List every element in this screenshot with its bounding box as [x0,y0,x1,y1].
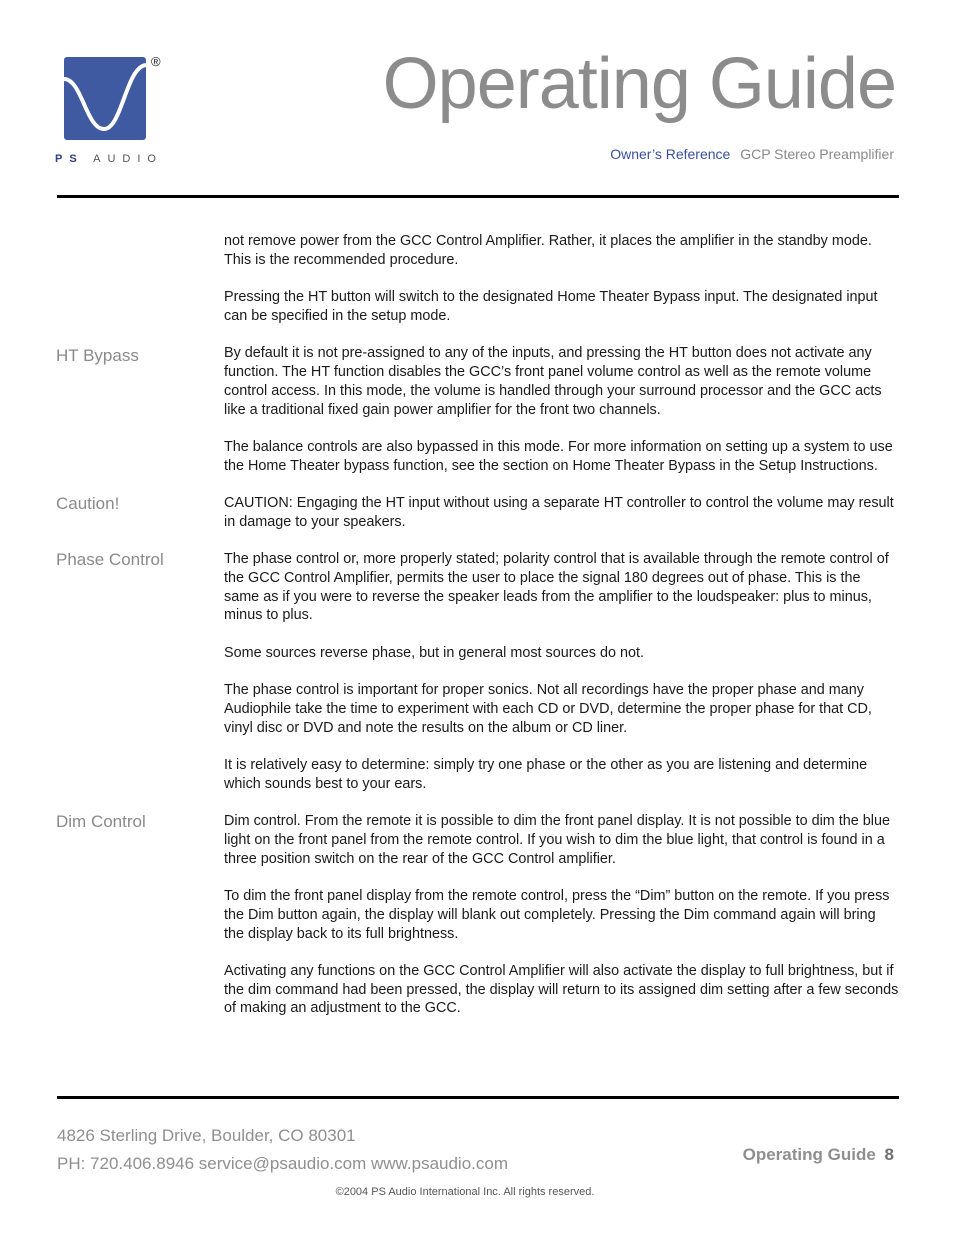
header-divider [57,195,899,198]
registered-mark: ® [151,54,161,69]
section-ht-bypass [0,288,954,475]
paragraph: It is relatively easy to determine: simply try one phase or the other as you are listening and determine which sounds best to your ears. [224,756,868,792]
paragraph: The balance controls are also bypassed in this mode. For more information on setting up a system to use the Home Theater bypass function, see the section on Home Theater Bypass in the Setup Instructions. [224,438,893,474]
ps-audio-logo [64,57,146,140]
paragraph: Some sources reverse phase, but in general most sources do not. [224,644,644,661]
model-name: GCP Stereo Preamplifier [740,146,894,162]
copyright-notice: ©2004 PS Audio International Inc. All rights reserved. [335,1186,595,1198]
paragraph: not remove power from the GCC Control Amplifier. Rather, it places the amplifier in the standby mode. This is the recommended procedure. [224,233,872,268]
brand-light: AUDIO [93,153,163,165]
section-phase-control [0,550,954,793]
owners-reference: Owner’s Reference [610,146,731,162]
section-label-phase-control: Phase Control [56,550,164,570]
paragraph: Activating any functions on the GCC Control Amplifier will also activate the display to full brightness, but if the dim command had been pressed, the display will return to its assigned dim setting after a few seconds of making an adjustment to the GCC. [224,962,899,1017]
waveform-logo-icon [64,57,146,140]
footer-divider [57,1096,899,1099]
section-label-caution: Caution! [56,493,120,513]
paragraph: The phase control or, more properly stated; polarity control that is available through the remote control of the GCC Control Amplifier, permits the user to place the signal 180 degrees out of phase. This is the same as if you were to reverse the speaker leads from the amplifier to the loudspeaker: plus to minus, minus to plus. [224,551,889,624]
paragraph: Dim control. From the remote it is possible to dim the front panel display. It is not possible to dim the blue light on the front panel from the remote control. If you wish to dim the blue light, that control is found in a three position switch on the rear of the GCC Control amplifier. [224,813,891,867]
page-title: Operating Guide [382,44,896,124]
page-label: Operating Guide [742,1145,876,1164]
page-number: 8 [884,1145,894,1164]
page-subtitle [610,146,894,162]
brand-bold: PS [55,153,84,165]
footer-page-label [743,1145,894,1165]
section-caution [0,494,954,532]
paragraph: By default it is not pre-assigned to any of the inputs, and pressing the HT button does not activate any function. The HT function disables the GCC’s front panel volume control as well as the remote volume control access. In this mode, the volume is handled through your surround processor and the GCC acts like a traditional fixed gain power amplifier for the front two channels. [224,345,882,418]
brand-wordmark [55,153,163,165]
section-label-ht-bypass: HT Bypass [56,346,139,366]
paragraph: The phase control is important for proper sonics. Not all recordings have the proper phase and many Audiophile take the time to experiment with each CD or DVD, determine the proper phase for that CD, vinyl disc or DVD and note the results on the album or CD liner. [224,682,872,736]
section-dim-control [0,812,954,1018]
main-content [0,232,954,1037]
section-label-dim-control: Dim Control [56,812,146,832]
section-continued [0,232,954,270]
footer-address: 4826 Sterling Drive, Boulder, CO 80301 [57,1126,356,1145]
paragraph: To dim the front panel display from the remote control, press the “Dim” button on the remote. If you press the Dim button again, the display will blank out completely. Pressing the Dim command again will bring the display back to its full brightness. [224,887,890,942]
footer-contact: PH: 720.406.8946 service@psaudio.com www.psaudio.com [57,1154,508,1173]
paragraph: CAUTION: Engaging the HT input without using a separate HT controller to control the volume may result in damage to your speakers. [224,494,894,530]
paragraph: Pressing the HT button will switch to the designated Home Theater Bypass input. The designated input can be specified in the setup mode. [224,289,878,324]
